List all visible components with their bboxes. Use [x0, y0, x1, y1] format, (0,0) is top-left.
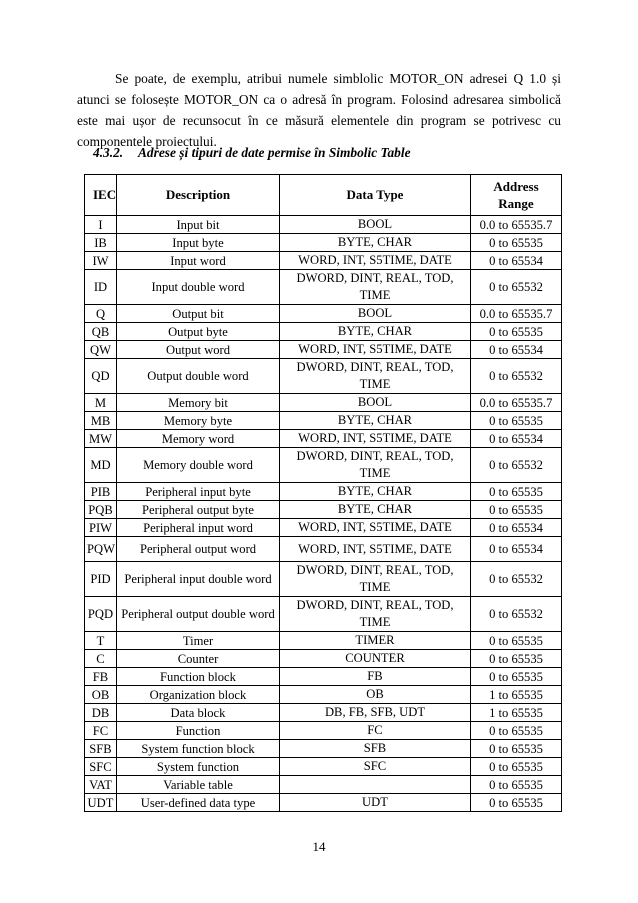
- cell-iec: QW: [85, 341, 117, 359]
- cell-data-type: WORD, INT, S5TIME, DATE: [280, 537, 471, 562]
- cell-iec: QD: [85, 359, 117, 394]
- cell-data-type: SFC: [280, 758, 471, 776]
- cell-address-range: 0 to 65535: [471, 758, 562, 776]
- cell-iec: ID: [85, 270, 117, 305]
- cell-description: Memory word: [117, 430, 280, 448]
- table-row: [85, 537, 562, 562]
- cell-iec: PQW: [85, 537, 117, 562]
- cell-data-type: WORD, INT, S5TIME, DATE: [280, 252, 471, 270]
- cell-iec: VAT: [85, 776, 117, 794]
- cell-address-range: 0 to 65532: [471, 270, 562, 305]
- header-address-range: [471, 175, 562, 216]
- header-description: Description: [117, 175, 280, 216]
- cell-data-type: DWORD, DINT, REAL, TOD, TIME: [280, 562, 471, 597]
- cell-iec: IW: [85, 252, 117, 270]
- cell-data-type: SFB: [280, 740, 471, 758]
- table-row: [85, 394, 562, 412]
- cell-data-type: BYTE, CHAR: [280, 323, 471, 341]
- cell-description: Memory bit: [117, 394, 280, 412]
- cell-address-range: 0 to 65535: [471, 632, 562, 650]
- cell-address-range: 0.0 to 65535.7: [471, 394, 562, 412]
- cell-description: Input byte: [117, 234, 280, 252]
- cell-address-range: 0 to 65535: [471, 650, 562, 668]
- cell-iec: MW: [85, 430, 117, 448]
- cell-address-range: 0 to 65535: [471, 722, 562, 740]
- cell-data-type: WORD, INT, S5TIME, DATE: [280, 341, 471, 359]
- cell-address-range: 1 to 65535: [471, 704, 562, 722]
- cell-address-range: 0.0 to 65535.7: [471, 305, 562, 323]
- table-row: [85, 501, 562, 519]
- cell-description: Peripheral input word: [117, 519, 280, 537]
- cell-iec: PQD: [85, 597, 117, 632]
- cell-data-type: BYTE, CHAR: [280, 501, 471, 519]
- table-row: [85, 341, 562, 359]
- cell-iec: FB: [85, 668, 117, 686]
- cell-address-range: 0 to 65534: [471, 519, 562, 537]
- cell-data-type: COUNTER: [280, 650, 471, 668]
- cell-address-range: 0 to 65532: [471, 448, 562, 483]
- table-row: [85, 448, 562, 483]
- table-row: [85, 412, 562, 430]
- table-row: [85, 758, 562, 776]
- table-row: [85, 216, 562, 234]
- table-row: [85, 632, 562, 650]
- cell-data-type: BYTE, CHAR: [280, 412, 471, 430]
- cell-data-type: BYTE, CHAR: [280, 234, 471, 252]
- cell-data-type: TIMER: [280, 632, 471, 650]
- cell-iec: MB: [85, 412, 117, 430]
- cell-address-range: 0 to 65532: [471, 562, 562, 597]
- cell-iec: Q: [85, 305, 117, 323]
- cell-iec: QB: [85, 323, 117, 341]
- cell-description: System function: [117, 758, 280, 776]
- cell-description: Peripheral output byte: [117, 501, 280, 519]
- section-heading: [93, 145, 411, 161]
- cell-address-range: 0.0 to 65535.7: [471, 216, 562, 234]
- intro-text: Se poate, de exemplu, atribui numele simblolic MOTOR_ON adresei Q 1.0 și atunci se folosește MOTOR_ON ca o adresă în program. Folosind adresarea simbolică este mai ușor de recunsocut în ce măsură elementele din program se potrivesc cu componentele proiectului.: [77, 71, 561, 149]
- cell-description: Data block: [117, 704, 280, 722]
- cell-address-range: 0 to 65534: [471, 537, 562, 562]
- table-row: [85, 686, 562, 704]
- cell-iec: C: [85, 650, 117, 668]
- table-row: [85, 722, 562, 740]
- cell-address-range: 0 to 65534: [471, 341, 562, 359]
- cell-description: Output word: [117, 341, 280, 359]
- page-number: 14: [312, 839, 326, 854]
- table-row: [85, 483, 562, 501]
- table-row: [85, 252, 562, 270]
- cell-iec: IB: [85, 234, 117, 252]
- table-row: [85, 776, 562, 794]
- header-data-type: Data Type: [280, 175, 471, 216]
- symbol-table: [84, 174, 562, 812]
- cell-data-type: FB: [280, 668, 471, 686]
- header-iec: IEC: [85, 175, 117, 216]
- cell-address-range: 0 to 65532: [471, 359, 562, 394]
- cell-address-range: 0 to 65535: [471, 794, 562, 812]
- cell-iec: FC: [85, 722, 117, 740]
- cell-description: Peripheral input double word: [117, 562, 280, 597]
- cell-description: Output double word: [117, 359, 280, 394]
- cell-description: Output byte: [117, 323, 280, 341]
- cell-address-range: 0 to 65535: [471, 323, 562, 341]
- cell-address-range: 0 to 65535: [471, 234, 562, 252]
- cell-iec: PID: [85, 562, 117, 597]
- cell-iec: T: [85, 632, 117, 650]
- cell-data-type: OB: [280, 686, 471, 704]
- cell-data-type: WORD, INT, S5TIME, DATE: [280, 519, 471, 537]
- cell-iec: PIB: [85, 483, 117, 501]
- table-row: [85, 704, 562, 722]
- intro-paragraph: [77, 68, 561, 152]
- cell-data-type: UDT: [280, 794, 471, 812]
- cell-address-range: 0 to 65535: [471, 412, 562, 430]
- cell-data-type: [280, 776, 471, 794]
- table-row: [85, 270, 562, 305]
- cell-address-range: 0 to 65532: [471, 597, 562, 632]
- cell-description: Input bit: [117, 216, 280, 234]
- header-range-line1: Address: [493, 179, 539, 194]
- cell-description: Peripheral output double word: [117, 597, 280, 632]
- cell-data-type: DB, FB, SFB, UDT: [280, 704, 471, 722]
- section-number: 4.3.2.: [93, 145, 124, 160]
- table-row: [85, 794, 562, 812]
- cell-data-type: DWORD, DINT, REAL, TOD, TIME: [280, 359, 471, 394]
- cell-data-type: DWORD, DINT, REAL, TOD, TIME: [280, 448, 471, 483]
- table-row: [85, 234, 562, 252]
- cell-data-type: DWORD, DINT, REAL, TOD, TIME: [280, 270, 471, 305]
- cell-description: System function block: [117, 740, 280, 758]
- cell-address-range: 1 to 65535: [471, 686, 562, 704]
- cell-iec: OB: [85, 686, 117, 704]
- cell-data-type: FC: [280, 722, 471, 740]
- cell-iec: PQB: [85, 501, 117, 519]
- cell-description: Counter: [117, 650, 280, 668]
- cell-data-type: WORD, INT, S5TIME, DATE: [280, 430, 471, 448]
- table-header-row: [85, 175, 562, 216]
- cell-address-range: 0 to 65534: [471, 430, 562, 448]
- cell-description: Memory byte: [117, 412, 280, 430]
- cell-description: Function: [117, 722, 280, 740]
- cell-data-type: BOOL: [280, 305, 471, 323]
- table-row: [85, 668, 562, 686]
- cell-description: Output bit: [117, 305, 280, 323]
- cell-description: Organization block: [117, 686, 280, 704]
- cell-address-range: 0 to 65535: [471, 776, 562, 794]
- cell-description: Input word: [117, 252, 280, 270]
- cell-iec: I: [85, 216, 117, 234]
- cell-iec: MD: [85, 448, 117, 483]
- table-row: [85, 562, 562, 597]
- header-range-line2: Range: [498, 196, 534, 211]
- table-row: [85, 740, 562, 758]
- cell-address-range: 0 to 65534: [471, 252, 562, 270]
- cell-description: User-defined data type: [117, 794, 280, 812]
- cell-iec: SFB: [85, 740, 117, 758]
- cell-iec: SFC: [85, 758, 117, 776]
- cell-data-type: BOOL: [280, 394, 471, 412]
- table-row: [85, 430, 562, 448]
- table-row: [85, 650, 562, 668]
- table-row: [85, 359, 562, 394]
- cell-data-type: DWORD, DINT, REAL, TOD, TIME: [280, 597, 471, 632]
- cell-address-range: 0 to 65535: [471, 501, 562, 519]
- cell-data-type: BYTE, CHAR: [280, 483, 471, 501]
- cell-iec: PIW: [85, 519, 117, 537]
- cell-description: Function block: [117, 668, 280, 686]
- cell-description: Timer: [117, 632, 280, 650]
- cell-description: Memory double word: [117, 448, 280, 483]
- cell-iec: M: [85, 394, 117, 412]
- cell-description: Peripheral output word: [117, 537, 280, 562]
- cell-address-range: 0 to 65535: [471, 483, 562, 501]
- cell-description: Variable table: [117, 776, 280, 794]
- cell-data-type: BOOL: [280, 216, 471, 234]
- cell-address-range: 0 to 65535: [471, 668, 562, 686]
- table-row: [85, 323, 562, 341]
- cell-description: Input double word: [117, 270, 280, 305]
- table-row: [85, 519, 562, 537]
- cell-iec: DB: [85, 704, 117, 722]
- table-row: [85, 597, 562, 632]
- table-row: [85, 305, 562, 323]
- cell-iec: UDT: [85, 794, 117, 812]
- cell-description: Peripheral input byte: [117, 483, 280, 501]
- table-body: [85, 216, 562, 812]
- cell-address-range: 0 to 65535: [471, 740, 562, 758]
- section-title: Adrese și tipuri de date permise în Simbolic Table: [138, 145, 411, 160]
